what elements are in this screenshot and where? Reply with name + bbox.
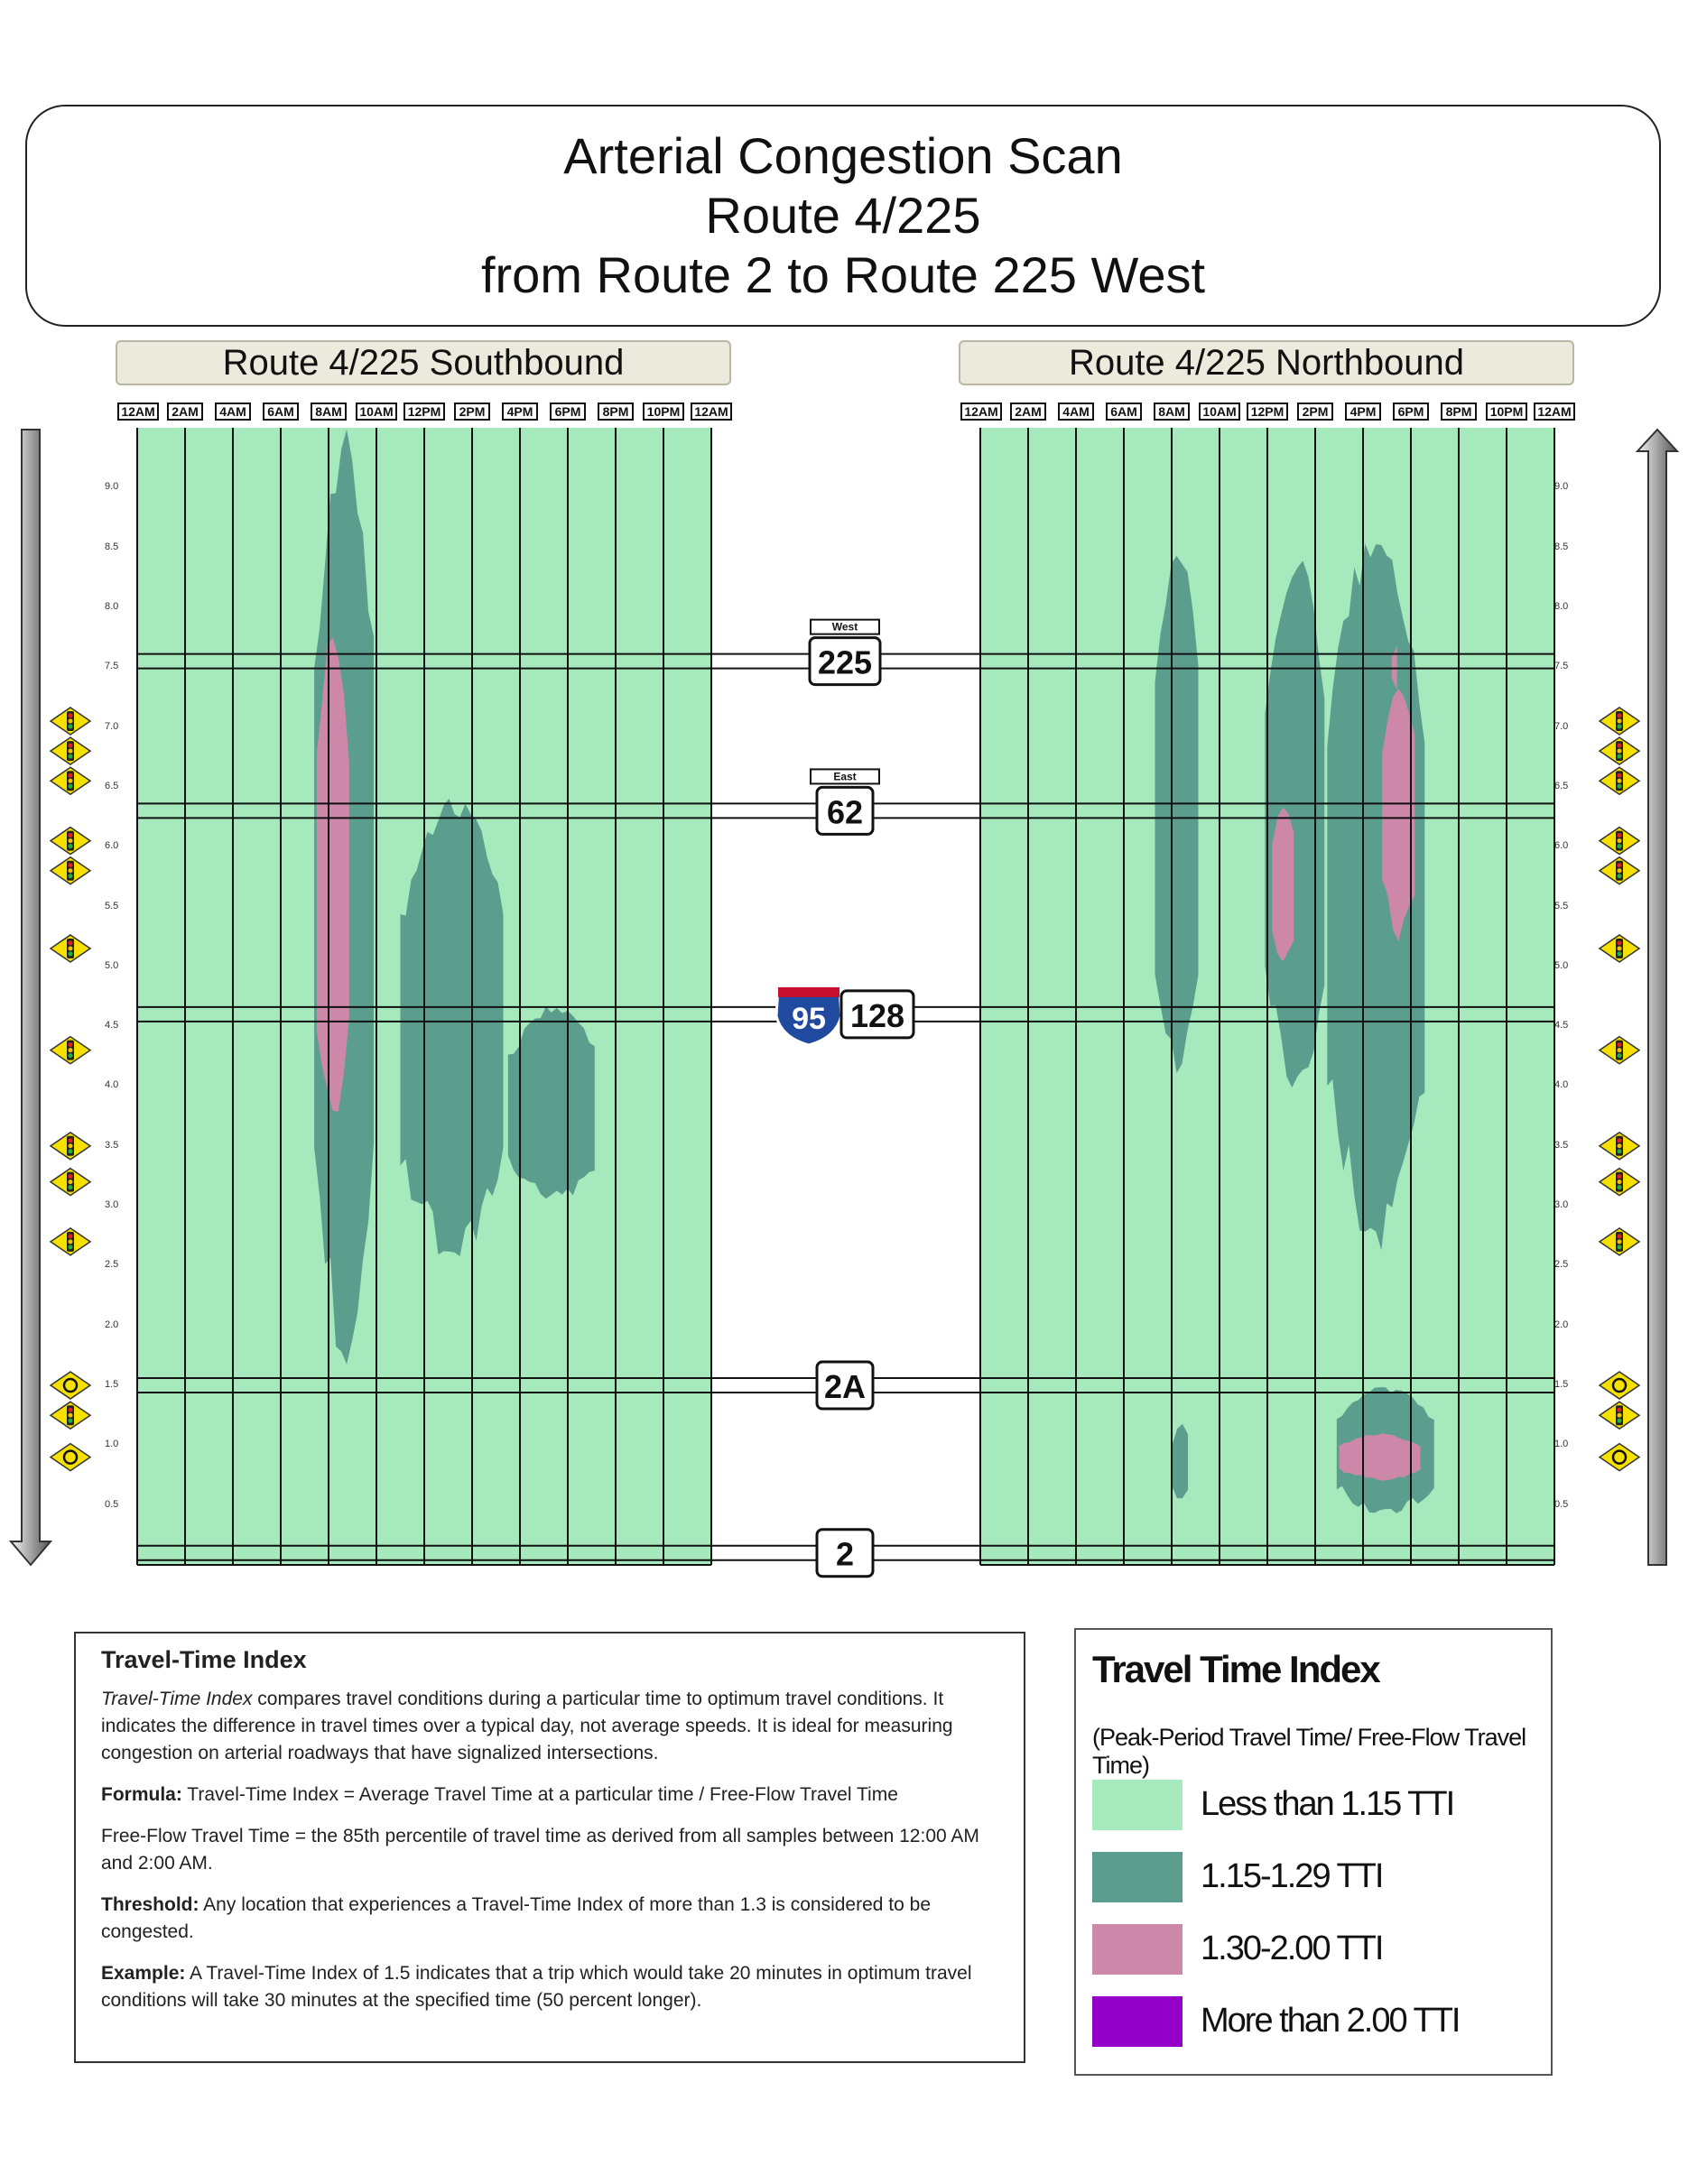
time-tick-label: 12PM [1247,403,1288,421]
signal-yellow-light [1618,1048,1622,1052]
info-heading: Travel-Time Index [101,1646,307,1673]
distance-tick-label: 1.0 [105,1439,119,1450]
info-box [74,1632,1025,2063]
signal-green-light [1618,1149,1622,1153]
info-intro [101,1686,998,1767]
signal-green-light [1618,1245,1622,1249]
signal-green-light [1618,874,1622,878]
time-tick-label: 12AM [960,403,1002,421]
legend [1074,1628,1553,2076]
time-tick-label: 12AM [117,403,159,421]
distance-tick-label: 2.0 [105,1319,119,1330]
signal-yellow-light [69,1048,73,1052]
info-formula [101,1781,998,1809]
roundabout-sign-icon [1600,1444,1639,1471]
signal-yellow-light [1618,749,1622,754]
signal-green-light [1618,844,1622,848]
distance-tick-label: 2.5 [105,1259,119,1271]
route-direction-label: West [831,620,858,634]
time-tick-label: 4AM [1058,403,1094,421]
distance-tick-label: 8.5 [105,541,119,552]
signal-yellow-light [1618,868,1622,873]
route-number: 225 [817,643,873,681]
legend-item [1092,1780,1544,1830]
signal-green-light [1618,1185,1622,1189]
signal-green-light [69,1149,73,1153]
signal-red-light [69,773,73,778]
time-tick-label: 10AM [356,403,397,421]
distance-tick-label: 7.0 [1554,720,1569,732]
signal-yellow-light [1618,838,1622,843]
info-intro-term: Travel-Time Index [101,1689,253,1709]
distance-tick-label: 2.5 [1554,1259,1569,1271]
signal-red-light [69,1042,73,1047]
distance-tick-label: 5.5 [1554,900,1569,912]
time-tick-label: 6AM [263,403,299,421]
legend-swatch [1092,1780,1183,1830]
distance-tick-label: 8.5 [1554,541,1569,552]
signal-red-light [69,1408,73,1412]
signal-yellow-light [1618,1413,1622,1418]
signal-green-light [69,1185,73,1189]
info-formula-label: Formula: [101,1784,182,1805]
signal-green-light [1618,784,1622,789]
congestion-region [1272,808,1294,962]
distance-tick-label: 1.0 [1554,1439,1569,1450]
signal-yellow-light [1618,718,1622,723]
distance-tick-label: 9.0 [105,481,119,493]
signal-red-light [69,940,73,945]
distance-tick-label: 8.0 [105,600,119,612]
signal-yellow-light [69,718,73,723]
time-tick-label: 2AM [167,403,203,421]
time-tick-label: 10AM [1199,403,1240,421]
signal-green-light [69,1245,73,1249]
distance-tick-label: 7.5 [105,661,119,672]
time-tick-label: 4AM [215,403,251,421]
signal-red-light [1618,713,1622,717]
signal-green-light [69,784,73,789]
southbound-arrow-icon [11,430,51,1565]
distance-tick-label: 3.5 [1554,1139,1569,1151]
distance-tick-label: 0.5 [1554,1498,1569,1510]
legend-label: More than 2.00 TTI [1201,2002,1460,2040]
time-tick-label: 8PM [598,403,634,421]
distance-tick-label: 1.5 [105,1379,119,1391]
distance-tick-label: 5.5 [105,900,119,912]
distance-tick-label: 8.0 [1554,600,1569,612]
signal-yellow-light [69,749,73,754]
signal-yellow-light [69,779,73,783]
signal-yellow-light [69,838,73,843]
signal-green-light [69,724,73,728]
distance-tick-label: 1.5 [1554,1379,1569,1391]
time-tick-label: 6PM [1393,403,1429,421]
signal-red-light [69,1174,73,1179]
distance-tick-label: 4.0 [105,1079,119,1091]
legend-item [1092,1996,1544,2047]
route-direction-label: East [833,770,857,783]
info-example [101,1960,998,2014]
signal-yellow-light [69,946,73,950]
info-intro-text: compares travel conditions during a particular time to optimum travel conditions. It indicates the difference in travel times over a typical day, not average speeds. It is ideal for measuring congestion on arterial roadways that have signalized intersections. [101,1689,953,1763]
distance-tick-label: 6.0 [105,840,119,852]
route-number: 2 [835,1535,855,1573]
page-extent: from Route 2 to Route 225 West [480,246,1206,303]
info-example-text: A Travel-Time Index of 1.5 indicates that a trip which would take 20 minutes in optimum travel conditions will take 30 minutes at the specified time (50 percent longer). [101,1963,972,2011]
distance-tick-label: 2.0 [1554,1319,1569,1330]
southbound-title: Route 4/225 Southbound [116,340,731,385]
signal-yellow-light [1618,1239,1622,1244]
signal-yellow-light [69,1239,73,1244]
page-route: Route 4/225 [705,187,981,244]
info-freeflow: Free-Flow Travel Time = the 85th percentile of travel time as derived from all samples between 12:00 AM and 2:00 AM. [101,1826,979,1874]
signal-green-light [1618,951,1622,956]
time-tick-label: 4PM [1345,403,1381,421]
interstate-number: 95 [792,1001,826,1036]
distance-tick-label: 5.0 [105,959,119,971]
signal-green-light [69,844,73,848]
signal-yellow-light [1618,1143,1622,1148]
distance-tick-label: 4.5 [1554,1020,1569,1032]
time-tick-label: 8AM [311,403,347,421]
signal-red-light [1618,1174,1622,1179]
signal-yellow-light [69,1180,73,1184]
distance-tick-label: 3.0 [1554,1199,1569,1211]
signal-green-light [69,951,73,956]
roundabout-sign-icon [51,1372,90,1399]
distance-tick-label: 6.5 [1554,780,1569,791]
legend-label: 1.30-2.00 TTI [1201,1930,1383,1967]
legend-swatch [1092,1996,1183,2047]
legend-label: Less than 1.15 TTI [1201,1785,1454,1823]
signal-green-light [1618,1053,1622,1058]
time-tick-label: 12AM [1534,403,1575,421]
signal-red-light [1618,863,1622,867]
roundabout-sign-icon [1600,1372,1639,1399]
legend-swatch [1092,1924,1183,1975]
route-number: 128 [849,996,905,1034]
signal-red-light [1618,1408,1622,1412]
legend-label: 1.15-1.29 TTI [1201,1857,1383,1895]
distance-tick-label: 4.0 [1554,1079,1569,1091]
signal-red-light [1618,1234,1622,1238]
roundabout-sign-icon [51,1444,90,1471]
signal-red-light [1618,744,1622,748]
signal-red-light [1618,1042,1622,1047]
page-title: Arterial Congestion Scan [563,127,1123,184]
northbound-arrow-icon [1637,430,1677,1565]
signal-red-light [69,713,73,717]
distance-tick-label: 3.5 [105,1139,119,1151]
legend-subtitle: (Peak-Period Travel Time/ Free-Flow Travel Time) [1092,1724,1526,1779]
signal-green-light [69,1053,73,1058]
distance-tick-label: 7.0 [105,720,119,732]
time-tick-label: 8PM [1441,403,1477,421]
time-tick-label: 12AM [691,403,732,421]
info-example-label: Example: [101,1963,186,1984]
distance-tick-label: 5.0 [1554,959,1569,971]
time-tick-label: 8AM [1154,403,1190,421]
signal-red-light [1618,940,1622,945]
signal-yellow-light [1618,1180,1622,1184]
legend-swatch [1092,1852,1183,1902]
time-tick-label: 12PM [403,403,445,421]
congestion-region [317,638,349,1112]
route-number: 2A [823,1368,867,1406]
time-tick-label: 10PM [643,403,684,421]
interstate-shield-band [778,987,839,997]
signal-red-light [69,863,73,867]
signal-yellow-light [69,868,73,873]
signal-green-light [69,874,73,878]
time-tick-label: 10PM [1486,403,1527,421]
signal-red-light [1618,773,1622,778]
signal-yellow-light [1618,779,1622,783]
signal-red-light [69,1138,73,1143]
legend-item [1092,1852,1544,1902]
time-tick-label: 2PM [454,403,490,421]
distance-tick-label: 6.5 [105,780,119,791]
time-tick-label: 4PM [502,403,538,421]
info-formula-text: Travel-Time Index = Average Travel Time at a particular time / Free-Flow Travel Time [181,1784,898,1805]
signal-red-light [69,1234,73,1238]
distance-tick-label: 7.5 [1554,661,1569,672]
signal-green-light [69,1419,73,1423]
info-threshold-label: Threshold: [101,1894,199,1915]
legend-item [1092,1924,1544,1975]
legend-title: Travel Time Index [1092,1648,1379,1690]
signal-red-light [1618,1138,1622,1143]
time-tick-label: 6AM [1106,403,1142,421]
signal-green-light [1618,1419,1622,1423]
signal-yellow-light [69,1413,73,1418]
signal-green-light [69,754,73,759]
signal-red-light [1618,833,1622,838]
distance-tick-label: 6.0 [1554,840,1569,852]
distance-tick-label: 3.0 [105,1199,119,1211]
signal-red-light [69,744,73,748]
time-tick-label: 6PM [550,403,586,421]
route-number: 62 [826,793,864,831]
signal-yellow-light [69,1143,73,1148]
time-tick-label: 2AM [1010,403,1046,421]
signal-green-light [1618,754,1622,759]
signal-green-light [1618,724,1622,728]
congestion-region [1155,556,1199,1073]
signal-red-light [69,833,73,838]
northbound-title: Route 4/225 Northbound [959,340,1574,385]
distance-tick-label: 9.0 [1554,481,1569,493]
info-threshold [101,1892,998,1946]
signal-yellow-light [1618,946,1622,950]
time-tick-label: 2PM [1297,403,1333,421]
info-threshold-text: Any location that experiences a Travel-Time Index of more than 1.3 is considered to be congested. [101,1894,931,1942]
distance-tick-label: 0.5 [105,1498,119,1510]
distance-tick-label: 4.5 [105,1020,119,1032]
